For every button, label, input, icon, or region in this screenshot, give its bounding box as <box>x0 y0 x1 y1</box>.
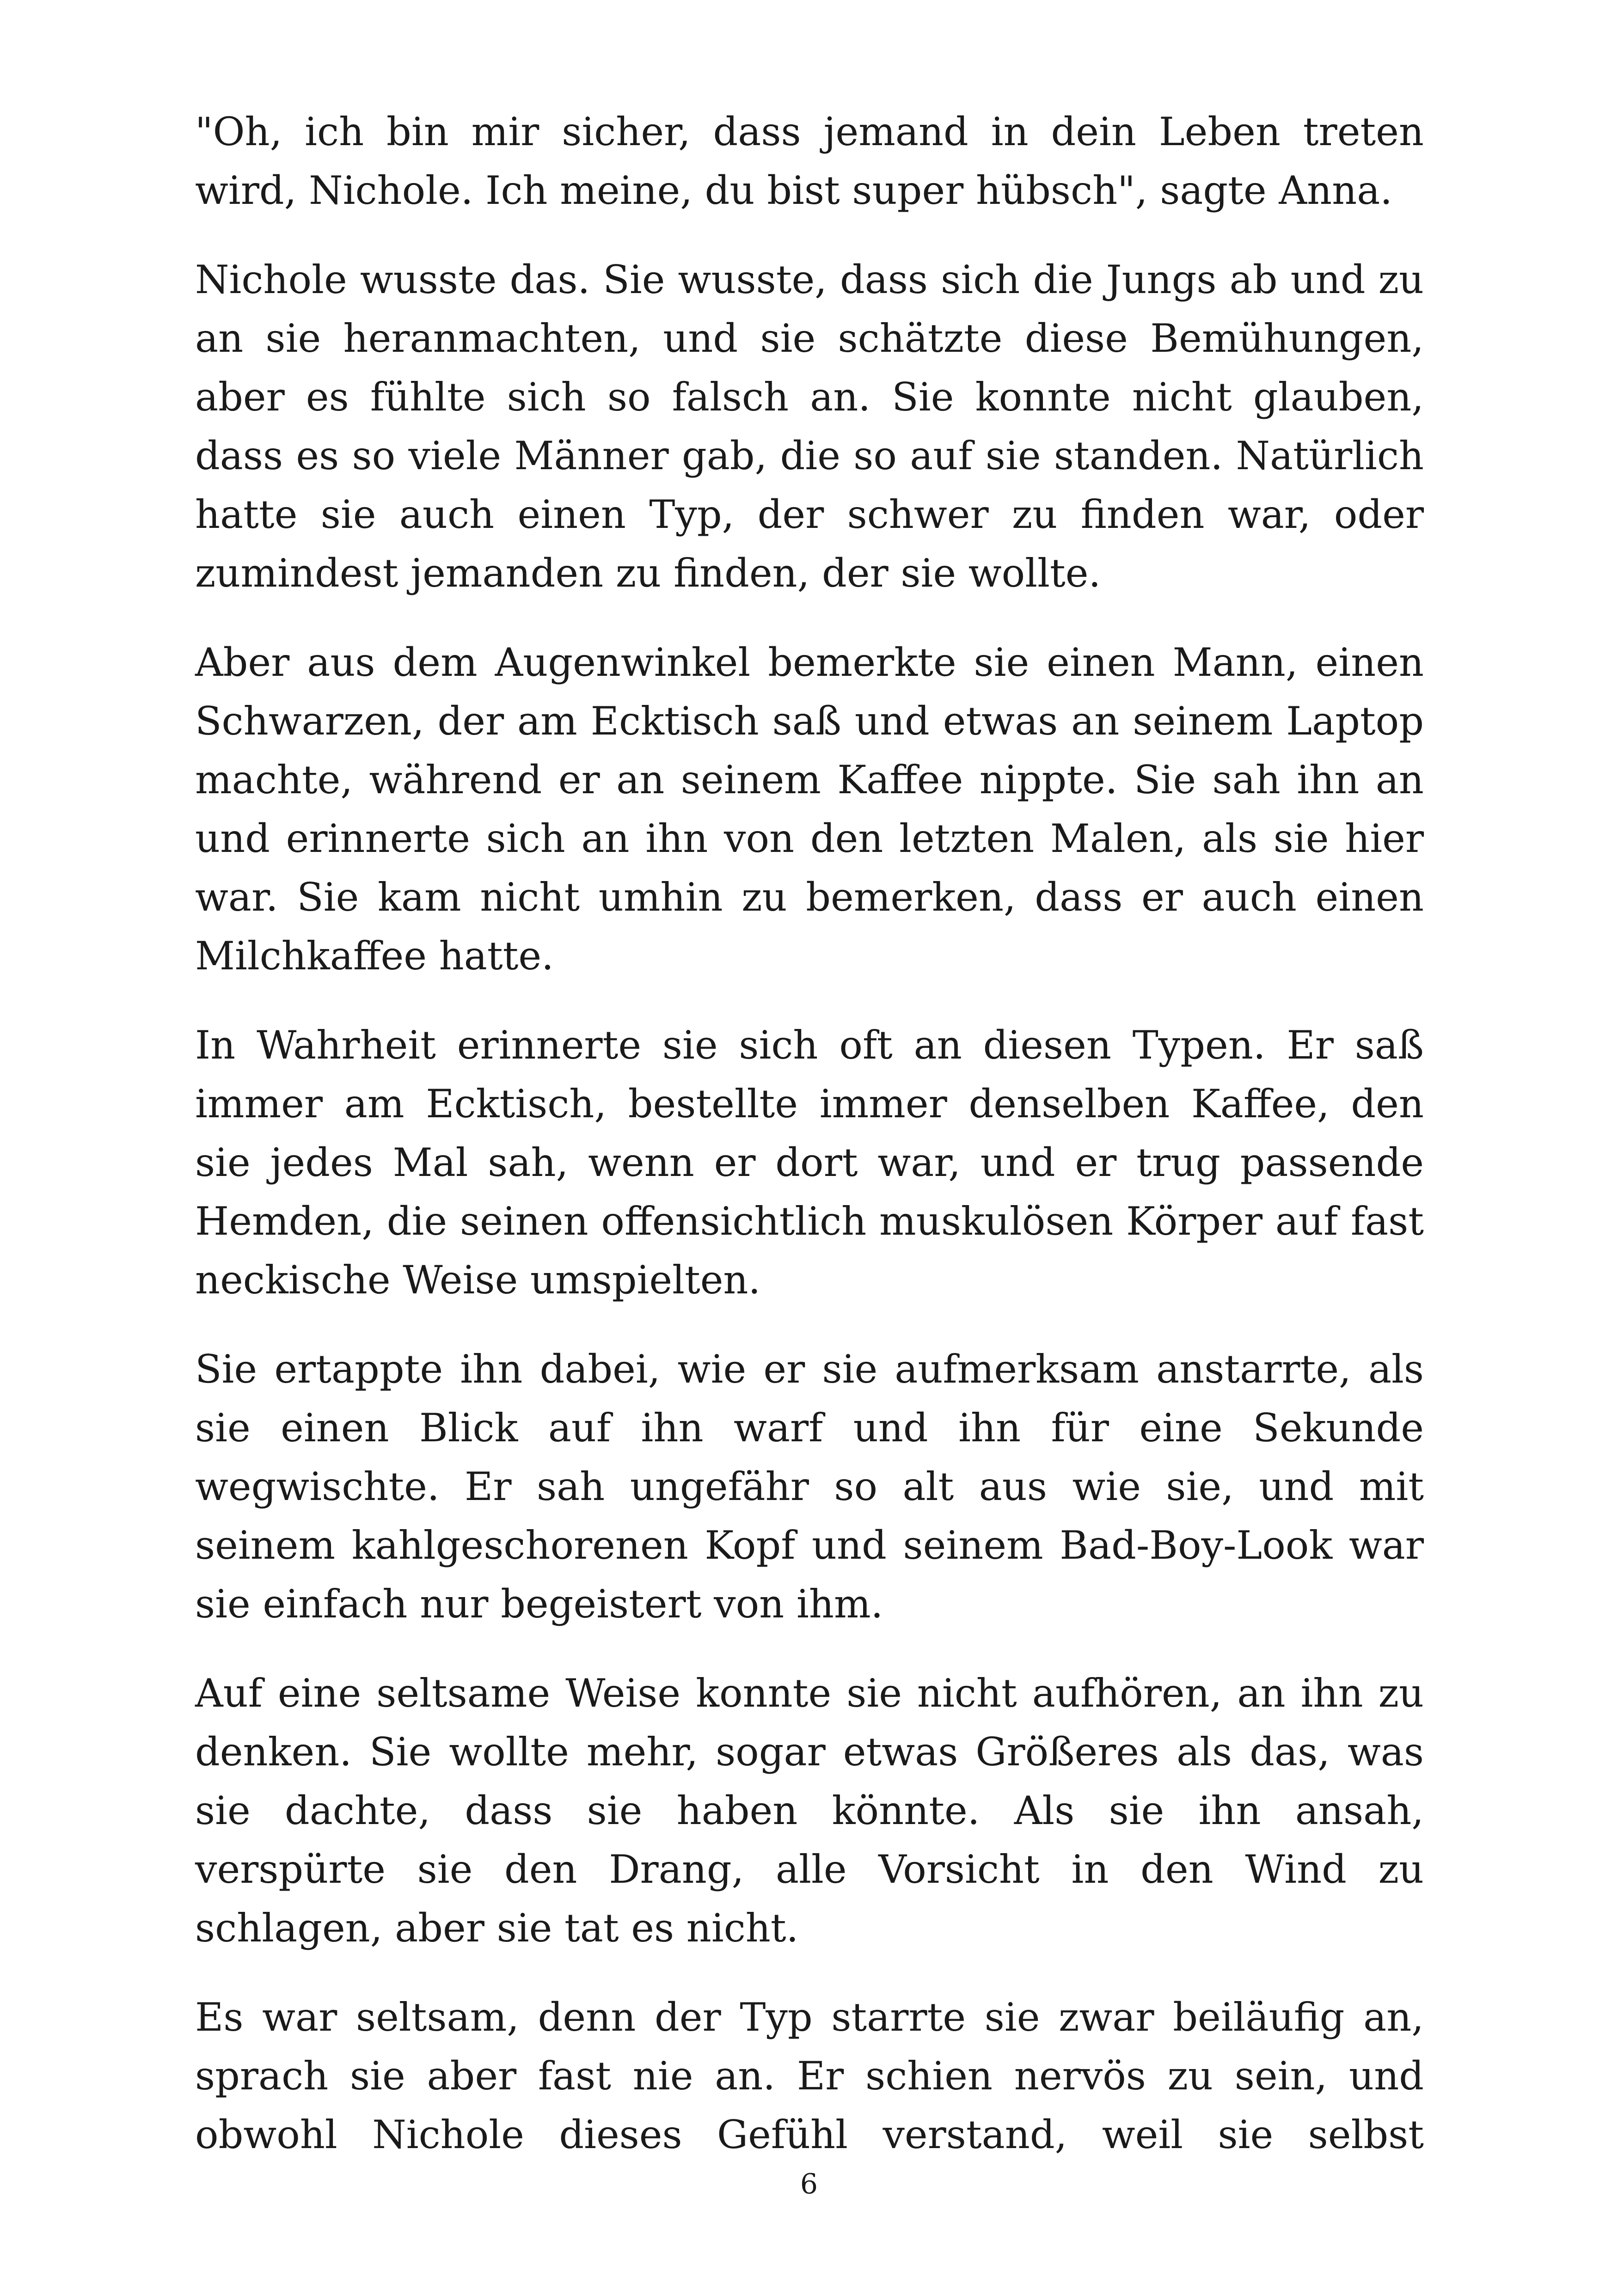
body-text <box>195 103 1424 2164</box>
paragraph-5: Sie ertappte ihn dabei, wie er sie aufmerksam anstarrte, als sie einen Blick auf ihn warf und ihn für eine Sekunde wegwischte. Er sah ungefähr so alt aus wie sie, und mit seinem kahlgeschorenen Kopf und seinem Bad-Boy-Look war sie einfach nur begeistert von ihm. <box>195 1347 1424 1627</box>
paragraph-7: Es war seltsam, denn der Typ starrte sie zwar beiläufig an, sprach sie aber fast nie an. Er schien nervös zu sein, und obwohl Nichole dieses Gefühl verstand, weil sie selbst <box>195 1995 1424 2157</box>
paragraph-6: Auf eine seltsame Weise konnte sie nicht aufhören, an ihn zu denken. Sie wollte mehr, sogar etwas Größeres als das, was sie dachte, dass sie haben könnte. Als sie ihn ansah, verspürte sie den Drang, alle Vorsicht in den Wind zu schlagen, aber sie tat es nicht. <box>195 1671 1424 1951</box>
paragraph-4: In Wahrheit erinnerte sie sich oft an diesen Typen. Er saß immer am Ecktisch, bestellte immer denselben Kaffee, den sie jedes Mal sah, wenn er dort war, und er trug passende Hemden, die seinen offensichtlich muskulösen Körper auf fast neckische Weise umspielten. <box>195 1022 1424 1303</box>
paragraph-3: Aber aus dem Augenwinkel bemerkte sie einen Mann, einen Schwarzen, der am Ecktisch saß und etwas an seinem Laptop machte, während er an seinem Kaffee nippte. Sie sah ihn an und erinnerte sich an ihn von den letzten Malen, als sie hier war. Sie kam nicht umhin zu bemerken, dass er auch einen Milchkaffee hatte. <box>195 640 1424 979</box>
page-number: 6 <box>800 2168 818 2200</box>
paragraph-1: "Oh, ich bin mir sicher, dass jemand in dein Leben treten wird, Nichole. Ich meine, du bist super hübsch", sagte Anna. <box>195 109 1424 213</box>
paragraph-2: Nichole wusste das. Sie wusste, dass sich die Jungs ab und zu an sie heranmachten, und sie schätzte diese Bemühungen, aber es fühlte sich so falsch an. Sie konnte nicht glauben, dass es so viele Männer gab, die so auf sie standen. Natürlich hatte sie auch einen Typ, der schwer zu finden war, oder zumindest jemanden zu finden, der sie wollte. <box>195 257 1424 596</box>
